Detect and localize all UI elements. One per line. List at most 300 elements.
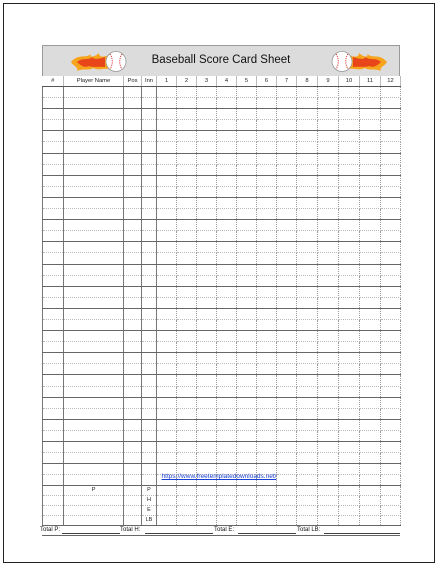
score-cell[interactable] [157, 364, 177, 375]
score-cell[interactable] [360, 242, 381, 253]
stat-cell[interactable] [217, 506, 237, 516]
score-cell[interactable] [297, 220, 318, 231]
score-cell[interactable] [257, 98, 277, 109]
score-cell[interactable] [124, 331, 142, 342]
score-cell[interactable] [43, 153, 64, 164]
score-cell[interactable] [124, 264, 142, 275]
score-cell[interactable] [277, 142, 297, 153]
score-cell[interactable] [142, 375, 157, 386]
score-cell[interactable] [360, 197, 381, 208]
score-cell[interactable] [217, 242, 237, 253]
score-cell[interactable] [157, 397, 177, 408]
score-cell[interactable] [277, 120, 297, 131]
score-cell[interactable] [64, 209, 124, 220]
score-cell[interactable] [360, 297, 381, 308]
score-cell[interactable] [360, 131, 381, 142]
score-cell[interactable] [381, 308, 401, 319]
score-cell[interactable] [297, 331, 318, 342]
score-cell[interactable] [43, 175, 64, 186]
stat-cell[interactable] [237, 506, 257, 516]
score-cell[interactable] [124, 286, 142, 297]
stat-cell[interactable] [177, 486, 197, 496]
score-cell[interactable] [142, 364, 157, 375]
score-cell[interactable] [43, 331, 64, 342]
score-cell[interactable] [43, 209, 64, 220]
score-cell[interactable] [142, 430, 157, 441]
score-cell[interactable] [318, 120, 339, 131]
score-cell[interactable] [257, 131, 277, 142]
score-cell[interactable] [339, 153, 360, 164]
score-cell[interactable] [237, 386, 257, 397]
score-cell[interactable] [177, 109, 197, 120]
score-cell[interactable] [124, 120, 142, 131]
score-cell[interactable] [177, 297, 197, 308]
score-cell[interactable] [257, 231, 277, 242]
score-cell[interactable] [177, 442, 197, 453]
score-cell[interactable] [381, 120, 401, 131]
score-cell[interactable] [197, 453, 217, 464]
score-cell[interactable] [43, 442, 64, 453]
stat-cell[interactable] [197, 486, 217, 496]
stat-cell[interactable] [360, 486, 381, 496]
score-cell[interactable] [381, 87, 401, 98]
score-cell[interactable] [177, 319, 197, 330]
score-cell[interactable] [124, 442, 142, 453]
score-cell[interactable] [197, 253, 217, 264]
score-cell[interactable] [339, 397, 360, 408]
score-cell[interactable] [217, 386, 237, 397]
score-cell[interactable] [237, 209, 257, 220]
score-cell[interactable] [277, 153, 297, 164]
score-cell[interactable] [318, 331, 339, 342]
score-cell[interactable] [142, 408, 157, 419]
score-cell[interactable] [381, 209, 401, 220]
score-cell[interactable] [339, 164, 360, 175]
score-cell[interactable] [318, 197, 339, 208]
score-cell[interactable] [339, 98, 360, 109]
score-cell[interactable] [360, 364, 381, 375]
score-cell[interactable] [297, 408, 318, 419]
score-cell[interactable] [142, 331, 157, 342]
score-cell[interactable] [197, 297, 217, 308]
stat-cell[interactable] [257, 516, 277, 526]
score-cell[interactable] [124, 197, 142, 208]
score-cell[interactable] [277, 308, 297, 319]
score-cell[interactable] [64, 308, 124, 319]
score-cell[interactable] [360, 231, 381, 242]
score-cell[interactable] [157, 253, 177, 264]
score-cell[interactable] [157, 419, 177, 430]
score-cell[interactable] [257, 442, 277, 453]
score-cell[interactable] [197, 142, 217, 153]
score-cell[interactable] [381, 430, 401, 441]
score-cell[interactable] [381, 253, 401, 264]
score-cell[interactable] [177, 397, 197, 408]
score-cell[interactable] [142, 319, 157, 330]
score-cell[interactable] [124, 98, 142, 109]
score-cell[interactable] [197, 408, 217, 419]
stat-cell[interactable] [217, 496, 237, 506]
score-cell[interactable] [360, 397, 381, 408]
score-cell[interactable] [237, 419, 257, 430]
score-cell[interactable] [339, 209, 360, 220]
score-cell[interactable] [124, 242, 142, 253]
score-cell[interactable] [339, 242, 360, 253]
score-cell[interactable] [318, 442, 339, 453]
score-cell[interactable] [157, 353, 177, 364]
score-cell[interactable] [360, 186, 381, 197]
score-cell[interactable] [124, 342, 142, 353]
score-cell[interactable] [257, 286, 277, 297]
score-cell[interactable] [277, 331, 297, 342]
score-cell[interactable] [124, 353, 142, 364]
score-cell[interactable] [217, 175, 237, 186]
stat-cell[interactable] [381, 486, 401, 496]
score-cell[interactable] [124, 419, 142, 430]
score-cell[interactable] [177, 142, 197, 153]
score-cell[interactable] [124, 253, 142, 264]
score-cell[interactable] [297, 264, 318, 275]
score-cell[interactable] [297, 209, 318, 220]
score-cell[interactable] [297, 386, 318, 397]
stat-cell[interactable] [177, 506, 197, 516]
score-cell[interactable] [177, 186, 197, 197]
score-cell[interactable] [64, 408, 124, 419]
score-cell[interactable] [360, 308, 381, 319]
score-cell[interactable] [277, 209, 297, 220]
score-cell[interactable] [177, 120, 197, 131]
score-cell[interactable] [157, 242, 177, 253]
score-cell[interactable] [177, 353, 197, 364]
score-cell[interactable] [237, 98, 257, 109]
score-cell[interactable] [237, 231, 257, 242]
score-cell[interactable] [64, 397, 124, 408]
score-cell[interactable] [237, 408, 257, 419]
score-cell[interactable] [339, 109, 360, 120]
stat-cell[interactable] [381, 496, 401, 506]
score-cell[interactable] [339, 408, 360, 419]
score-cell[interactable] [64, 164, 124, 175]
score-cell[interactable] [381, 442, 401, 453]
score-cell[interactable] [157, 453, 177, 464]
score-cell[interactable] [142, 98, 157, 109]
score-cell[interactable] [217, 264, 237, 275]
score-cell[interactable] [217, 353, 237, 364]
score-cell[interactable] [157, 297, 177, 308]
score-cell[interactable] [64, 297, 124, 308]
score-cell[interactable] [124, 297, 142, 308]
score-cell[interactable] [64, 264, 124, 275]
score-cell[interactable] [124, 142, 142, 153]
score-cell[interactable] [237, 453, 257, 464]
score-cell[interactable] [124, 364, 142, 375]
score-cell[interactable] [64, 342, 124, 353]
score-cell[interactable] [257, 375, 277, 386]
score-cell[interactable] [277, 131, 297, 142]
score-cell[interactable] [43, 430, 64, 441]
score-cell[interactable] [297, 120, 318, 131]
score-cell[interactable] [177, 131, 197, 142]
score-cell[interactable] [64, 331, 124, 342]
score-cell[interactable] [381, 142, 401, 153]
score-cell[interactable] [64, 87, 124, 98]
score-cell[interactable] [257, 453, 277, 464]
score-cell[interactable] [217, 297, 237, 308]
stat-cell[interactable] [257, 506, 277, 516]
stat-cell[interactable] [277, 486, 297, 496]
score-cell[interactable] [297, 353, 318, 364]
score-cell[interactable] [318, 397, 339, 408]
score-cell[interactable] [297, 231, 318, 242]
score-cell[interactable] [197, 364, 217, 375]
score-cell[interactable] [217, 308, 237, 319]
score-cell[interactable] [157, 430, 177, 441]
stat-cell[interactable] [277, 516, 297, 526]
score-cell[interactable] [197, 131, 217, 142]
score-cell[interactable] [297, 109, 318, 120]
score-cell[interactable] [124, 175, 142, 186]
score-cell[interactable] [339, 87, 360, 98]
stat-cell[interactable] [217, 486, 237, 496]
score-cell[interactable] [157, 153, 177, 164]
score-cell[interactable] [142, 342, 157, 353]
score-cell[interactable] [297, 197, 318, 208]
score-cell[interactable] [318, 164, 339, 175]
score-cell[interactable] [124, 386, 142, 397]
score-cell[interactable] [318, 242, 339, 253]
score-cell[interactable] [124, 308, 142, 319]
score-cell[interactable] [217, 98, 237, 109]
score-cell[interactable] [157, 408, 177, 419]
score-cell[interactable] [237, 308, 257, 319]
score-cell[interactable] [177, 430, 197, 441]
score-cell[interactable] [177, 342, 197, 353]
score-cell[interactable] [197, 308, 217, 319]
score-cell[interactable] [177, 242, 197, 253]
score-cell[interactable] [318, 353, 339, 364]
score-cell[interactable] [237, 120, 257, 131]
score-cell[interactable] [381, 408, 401, 419]
score-cell[interactable] [237, 131, 257, 142]
score-cell[interactable] [381, 453, 401, 464]
stat-cell[interactable] [277, 506, 297, 516]
score-cell[interactable] [381, 419, 401, 430]
score-cell[interactable] [64, 120, 124, 131]
score-cell[interactable] [339, 419, 360, 430]
score-cell[interactable] [297, 186, 318, 197]
score-cell[interactable] [157, 164, 177, 175]
score-cell[interactable] [142, 253, 157, 264]
score-cell[interactable] [360, 264, 381, 275]
score-cell[interactable] [360, 209, 381, 220]
score-cell[interactable] [318, 419, 339, 430]
score-cell[interactable] [237, 442, 257, 453]
score-cell[interactable] [297, 297, 318, 308]
score-cell[interactable] [297, 419, 318, 430]
score-cell[interactable] [43, 164, 64, 175]
score-cell[interactable] [318, 286, 339, 297]
score-cell[interactable] [318, 297, 339, 308]
stat-cell[interactable] [237, 486, 257, 496]
score-cell[interactable] [360, 153, 381, 164]
score-cell[interactable] [142, 442, 157, 453]
score-cell[interactable] [64, 186, 124, 197]
score-cell[interactable] [43, 253, 64, 264]
stat-cell[interactable] [339, 496, 360, 506]
score-cell[interactable] [339, 386, 360, 397]
stat-cell[interactable] [237, 496, 257, 506]
score-cell[interactable] [381, 164, 401, 175]
score-cell[interactable] [297, 430, 318, 441]
score-cell[interactable] [257, 397, 277, 408]
score-cell[interactable] [43, 353, 64, 364]
score-cell[interactable] [257, 209, 277, 220]
score-cell[interactable] [257, 408, 277, 419]
score-cell[interactable] [43, 275, 64, 286]
score-cell[interactable] [237, 242, 257, 253]
score-cell[interactable] [217, 364, 237, 375]
score-cell[interactable] [277, 397, 297, 408]
score-cell[interactable] [277, 87, 297, 98]
score-cell[interactable] [297, 375, 318, 386]
score-cell[interactable] [297, 253, 318, 264]
score-cell[interactable] [157, 175, 177, 186]
score-cell[interactable] [197, 87, 217, 98]
score-cell[interactable] [381, 231, 401, 242]
score-cell[interactable] [142, 308, 157, 319]
score-cell[interactable] [124, 87, 142, 98]
score-cell[interactable] [339, 308, 360, 319]
score-cell[interactable] [43, 453, 64, 464]
score-cell[interactable] [297, 286, 318, 297]
score-cell[interactable] [142, 175, 157, 186]
score-cell[interactable] [277, 386, 297, 397]
stat-cell[interactable] [297, 496, 318, 506]
score-cell[interactable] [124, 453, 142, 464]
score-cell[interactable] [43, 397, 64, 408]
score-cell[interactable] [297, 242, 318, 253]
score-cell[interactable] [277, 375, 297, 386]
score-cell[interactable] [217, 275, 237, 286]
score-cell[interactable] [177, 175, 197, 186]
score-cell[interactable] [318, 253, 339, 264]
score-cell[interactable] [257, 164, 277, 175]
score-cell[interactable] [381, 242, 401, 253]
score-cell[interactable] [237, 253, 257, 264]
score-cell[interactable] [277, 264, 297, 275]
score-cell[interactable] [217, 131, 237, 142]
score-cell[interactable] [142, 87, 157, 98]
score-cell[interactable] [64, 319, 124, 330]
score-cell[interactable] [360, 453, 381, 464]
score-cell[interactable] [318, 209, 339, 220]
score-cell[interactable] [318, 175, 339, 186]
score-cell[interactable] [318, 453, 339, 464]
score-cell[interactable] [177, 286, 197, 297]
score-cell[interactable] [381, 220, 401, 231]
score-cell[interactable] [257, 297, 277, 308]
score-cell[interactable] [360, 109, 381, 120]
score-cell[interactable] [64, 286, 124, 297]
score-cell[interactable] [257, 419, 277, 430]
stat-cell[interactable] [157, 506, 177, 516]
stat-cell[interactable] [339, 486, 360, 496]
website-link[interactable]: https://www.freetemplatedownloads.net/ [161, 473, 277, 480]
score-cell[interactable] [64, 98, 124, 109]
stat-cell[interactable] [360, 506, 381, 516]
score-cell[interactable] [277, 364, 297, 375]
score-cell[interactable] [360, 442, 381, 453]
score-cell[interactable] [142, 397, 157, 408]
score-cell[interactable] [257, 253, 277, 264]
score-cell[interactable] [318, 364, 339, 375]
score-cell[interactable] [381, 386, 401, 397]
stat-cell[interactable] [318, 516, 339, 526]
score-cell[interactable] [157, 109, 177, 120]
score-cell[interactable] [277, 408, 297, 419]
score-cell[interactable] [124, 164, 142, 175]
score-cell[interactable] [177, 386, 197, 397]
score-cell[interactable] [217, 408, 237, 419]
score-cell[interactable] [197, 353, 217, 364]
score-cell[interactable] [237, 331, 257, 342]
score-cell[interactable] [257, 319, 277, 330]
score-cell[interactable] [257, 220, 277, 231]
stat-cell[interactable] [257, 486, 277, 496]
score-cell[interactable] [142, 131, 157, 142]
stat-cell[interactable] [197, 496, 217, 506]
score-cell[interactable] [43, 98, 64, 109]
stat-cell[interactable] [318, 506, 339, 516]
score-cell[interactable] [257, 308, 277, 319]
score-cell[interactable] [237, 286, 257, 297]
stat-cell[interactable] [360, 496, 381, 506]
score-cell[interactable] [381, 153, 401, 164]
score-cell[interactable] [43, 142, 64, 153]
score-cell[interactable] [142, 297, 157, 308]
score-cell[interactable] [277, 430, 297, 441]
score-cell[interactable] [360, 319, 381, 330]
score-cell[interactable] [360, 386, 381, 397]
score-cell[interactable] [197, 209, 217, 220]
score-cell[interactable] [197, 175, 217, 186]
score-cell[interactable] [177, 308, 197, 319]
stat-cell[interactable] [318, 486, 339, 496]
stat-cell[interactable] [297, 516, 318, 526]
score-cell[interactable] [237, 342, 257, 353]
score-cell[interactable] [177, 275, 197, 286]
score-cell[interactable] [339, 319, 360, 330]
score-cell[interactable] [43, 197, 64, 208]
score-cell[interactable] [360, 375, 381, 386]
score-cell[interactable] [177, 98, 197, 109]
score-cell[interactable] [277, 186, 297, 197]
score-cell[interactable] [43, 419, 64, 430]
score-cell[interactable] [277, 253, 297, 264]
score-cell[interactable] [177, 253, 197, 264]
score-cell[interactable] [277, 164, 297, 175]
score-cell[interactable] [277, 319, 297, 330]
score-cell[interactable] [217, 153, 237, 164]
score-cell[interactable] [318, 308, 339, 319]
score-cell[interactable] [297, 275, 318, 286]
score-cell[interactable] [237, 153, 257, 164]
score-cell[interactable] [339, 286, 360, 297]
score-cell[interactable] [43, 87, 64, 98]
score-cell[interactable] [177, 264, 197, 275]
score-cell[interactable] [64, 442, 124, 453]
score-cell[interactable] [277, 275, 297, 286]
